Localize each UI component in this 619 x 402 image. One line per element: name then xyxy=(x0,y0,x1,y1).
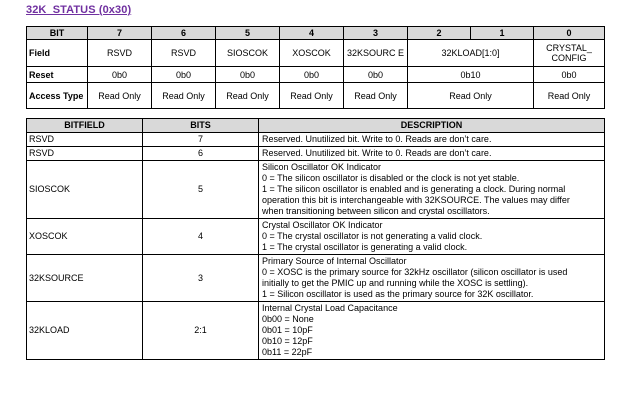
register-map-table xyxy=(26,26,605,109)
bit-header-row xyxy=(27,27,605,40)
field-cell: RSVD xyxy=(88,40,152,67)
bitfield-column-header: BITFIELD xyxy=(27,119,143,133)
bitfield-bits: 5 xyxy=(143,161,259,219)
bitfield-name: XOSCOK xyxy=(27,219,143,255)
description-line: 0b00 = None xyxy=(262,314,314,324)
field-cell: RSVD xyxy=(152,40,216,67)
description-line: 0 = The crystal oscillator is not generating a valid clock. xyxy=(262,231,483,241)
bitfield-description xyxy=(259,219,605,255)
access-type-label: Access Type xyxy=(27,83,88,109)
access-cell: Read Only xyxy=(280,83,344,109)
bits-column-header: BITS xyxy=(143,119,259,133)
bitfield-bits: 3 xyxy=(143,255,259,302)
bit-number: 3 xyxy=(344,27,408,40)
description-line: 0b01 = 10pF xyxy=(262,325,313,335)
access-type-row xyxy=(27,83,605,109)
bitfield-description xyxy=(259,255,605,302)
bitfield-description-table xyxy=(26,118,605,360)
description-line: operation this bit is interchangeable with 32KSOURCE. The values may differ xyxy=(262,195,570,205)
access-cell: Read Only xyxy=(216,83,280,109)
bit-number: 0 xyxy=(534,27,605,40)
field-cell: XOSCOK xyxy=(280,40,344,67)
bitfield-description xyxy=(259,147,605,161)
access-cell: Read Only xyxy=(152,83,216,109)
field-cell: CRYSTAL_ CONFIG xyxy=(534,40,605,67)
bit-number: 2 xyxy=(408,27,471,40)
bitfield-description xyxy=(259,161,605,219)
bitfield-bits: 4 xyxy=(143,219,259,255)
reset-row-label: Reset xyxy=(27,67,88,83)
bitfield-bits: 2:1 xyxy=(143,302,259,360)
bit-number: 4 xyxy=(280,27,344,40)
bitfield-row xyxy=(27,255,605,302)
description-line: Crystal Oscillator OK Indicator xyxy=(262,220,383,230)
bit-header-label: BIT xyxy=(27,27,88,40)
reset-cell: 0b0 xyxy=(534,67,605,83)
bitfield-name: 32KSOURCE xyxy=(27,255,143,302)
reset-cell: 0b0 xyxy=(216,67,280,83)
field-cell: 32KLOAD[1:0] xyxy=(408,40,534,67)
bit-number: 5 xyxy=(216,27,280,40)
field-row xyxy=(27,40,605,67)
bitfield-row xyxy=(27,302,605,360)
description-line: initially to get the PMIC up and running while the XOSC is settling). xyxy=(262,278,529,288)
description-line: when transitioning between silicon and crystal oscillators. xyxy=(262,206,490,216)
description-line: Primary Source of Internal Oscillator xyxy=(262,256,407,266)
bitfield-name: RSVD xyxy=(27,133,143,147)
description-line: Internal Crystal Load Capacitance xyxy=(262,303,398,313)
access-cell: Read Only xyxy=(408,83,534,109)
description-line: 0b11 = 22pF xyxy=(262,347,313,357)
bitfield-name: SIOSCOK xyxy=(27,161,143,219)
description-line: Reserved. Unutilized bit. Write to 0. Reads are don’t care. xyxy=(262,148,492,158)
bit-number: 6 xyxy=(152,27,216,40)
description-line: 0 = The silicon oscillator is disabled or the clock is not yet stable. xyxy=(262,173,520,183)
bitfield-row xyxy=(27,219,605,255)
bitfield-bits: 6 xyxy=(143,147,259,161)
reset-cell: 0b0 xyxy=(152,67,216,83)
description-line: 0b10 = 12pF xyxy=(262,336,313,346)
access-cell: Read Only xyxy=(88,83,152,109)
description-line: 1 = Silicon oscillator is used as the primary source for 32K oscillator. xyxy=(262,289,534,299)
register-title: 32K_STATUS (0x30) xyxy=(26,4,132,16)
reset-cell: 0b0 xyxy=(88,67,152,83)
bitfield-description xyxy=(259,133,605,147)
description-line: Reserved. Unutilized bit. Write to 0. Reads are don’t care. xyxy=(262,134,492,144)
access-cell: Read Only xyxy=(534,83,605,109)
bitfield-description xyxy=(259,302,605,360)
bitfield-row xyxy=(27,147,605,161)
bitfield-bits: 7 xyxy=(143,133,259,147)
description-line: Silicon Oscillator OK Indicator xyxy=(262,162,382,172)
description-line: 1 = The silicon oscillator is enabled and is generating a clock. During normal xyxy=(262,184,566,194)
bit-number: 1 xyxy=(471,27,534,40)
field-cell: SIOSCOK xyxy=(216,40,280,67)
reset-cell: 0b0 xyxy=(344,67,408,83)
description-line: 0 = XOSC is the primary source for 32kHz oscillator (silicon oscillator is used xyxy=(262,267,568,277)
bit-number: 7 xyxy=(88,27,152,40)
bitfield-row xyxy=(27,133,605,147)
access-cell: Read Only xyxy=(344,83,408,109)
field-cell: 32KSOURC E xyxy=(344,40,408,67)
reset-row xyxy=(27,67,605,83)
reset-cell: 0b0 xyxy=(280,67,344,83)
bitfield-name: 32KLOAD xyxy=(27,302,143,360)
reset-cell: 0b10 xyxy=(408,67,534,83)
bitfield-row xyxy=(27,161,605,219)
description-column-header: DESCRIPTION xyxy=(259,119,605,133)
bitfield-header-row xyxy=(27,119,605,133)
bitfield-name: RSVD xyxy=(27,147,143,161)
field-row-label: Field xyxy=(27,40,88,67)
description-line: 1 = The crystal oscillator is generating a valid clock. xyxy=(262,242,468,252)
